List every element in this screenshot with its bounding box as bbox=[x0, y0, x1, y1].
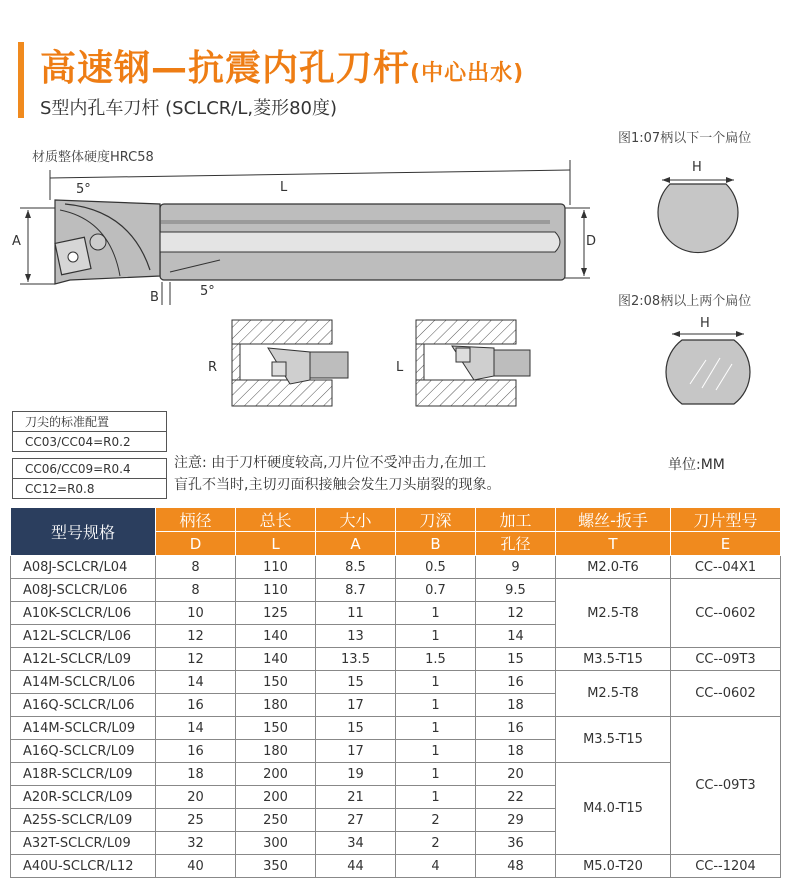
cell-B: 1 bbox=[396, 602, 476, 625]
title-accent-bar bbox=[18, 42, 24, 118]
cell-A: 13 bbox=[316, 625, 396, 648]
hand-label-L: L bbox=[396, 360, 404, 375]
cell-B: 0.7 bbox=[396, 579, 476, 602]
cell-L: 180 bbox=[236, 740, 316, 763]
cell-A: 8.5 bbox=[316, 556, 396, 579]
cell-A: 19 bbox=[316, 763, 396, 786]
cell-screw: M3.5-T15 bbox=[556, 717, 671, 763]
angle-top-label: 5° bbox=[76, 182, 91, 197]
cell-L: 110 bbox=[236, 579, 316, 602]
spec-table bbox=[10, 507, 781, 878]
table-row bbox=[11, 763, 781, 786]
cell-L: 180 bbox=[236, 694, 316, 717]
cell-model: A20R-SCLCR/L09 bbox=[11, 786, 156, 809]
cell-B: 1 bbox=[396, 717, 476, 740]
cell-model: A08J-SCLCR/L04 bbox=[11, 556, 156, 579]
cell-insert: CC--04X1 bbox=[671, 556, 781, 579]
col-subheader: T bbox=[556, 532, 671, 556]
cell-A: 21 bbox=[316, 786, 396, 809]
cell-hole: 22 bbox=[476, 786, 556, 809]
cell-B: 2 bbox=[396, 832, 476, 855]
config-row: CC06/CC09=R0.4 bbox=[12, 458, 167, 479]
cell-B: 2 bbox=[396, 809, 476, 832]
dim-label-A: A bbox=[12, 234, 21, 249]
unit-label: 单位:MM bbox=[668, 457, 725, 473]
fig1-label-H: H bbox=[692, 160, 702, 175]
cell-insert: CC--1204 bbox=[671, 855, 781, 878]
cell-D: 12 bbox=[156, 625, 236, 648]
material-note: 材质整体硬度HRC58 bbox=[32, 150, 154, 165]
cell-hole: 18 bbox=[476, 740, 556, 763]
config-title: 刀尖的标准配置 bbox=[12, 411, 167, 432]
fig2-cross-section bbox=[660, 324, 756, 414]
cell-model: A14M-SCLCR/L06 bbox=[11, 671, 156, 694]
cell-screw: M2.5-T8 bbox=[556, 579, 671, 648]
cell-screw: M5.0-T20 bbox=[556, 855, 671, 878]
cell-hole: 14 bbox=[476, 625, 556, 648]
cell-hole: 9.5 bbox=[476, 579, 556, 602]
cell-D: 32 bbox=[156, 832, 236, 855]
cell-L: 200 bbox=[236, 763, 316, 786]
dim-label-L: L bbox=[280, 180, 288, 195]
cell-D: 16 bbox=[156, 694, 236, 717]
cell-D: 18 bbox=[156, 763, 236, 786]
col-header: 刀片型号 bbox=[671, 508, 781, 532]
cell-model: A14M-SCLCR/L09 bbox=[11, 717, 156, 740]
cell-model: A16Q-SCLCR/L06 bbox=[11, 694, 156, 717]
cell-D: 25 bbox=[156, 809, 236, 832]
fig1-cross-section bbox=[650, 170, 746, 270]
left-hand-view bbox=[414, 318, 534, 410]
col-header-model: 型号规格 bbox=[11, 508, 156, 556]
fig2-caption: 图2:08柄以上两个扁位 bbox=[618, 294, 752, 309]
cell-B: 1 bbox=[396, 763, 476, 786]
config-row: CC12=R0.8 bbox=[12, 478, 167, 499]
hand-label-R: R bbox=[208, 360, 218, 375]
fig1-caption: 图1:07柄以下一个扁位 bbox=[618, 131, 752, 146]
cell-B: 1 bbox=[396, 671, 476, 694]
cell-insert: CC--09T3 bbox=[671, 648, 781, 671]
table-row bbox=[11, 855, 781, 878]
cell-B: 4 bbox=[396, 855, 476, 878]
cell-D: 14 bbox=[156, 671, 236, 694]
cell-A: 15 bbox=[316, 671, 396, 694]
title-text: 高速钢—抗震内孔刀杆 bbox=[40, 48, 411, 89]
col-subheader: 孔径 bbox=[476, 532, 556, 556]
cell-screw: M2.5-T8 bbox=[556, 671, 671, 717]
cell-D: 14 bbox=[156, 717, 236, 740]
cell-A: 17 bbox=[316, 740, 396, 763]
cell-L: 125 bbox=[236, 602, 316, 625]
cell-screw: M3.5-T15 bbox=[556, 648, 671, 671]
cell-model: A40U-SCLCR/L12 bbox=[11, 855, 156, 878]
cell-hole: 48 bbox=[476, 855, 556, 878]
cell-insert: CC--09T3 bbox=[671, 717, 781, 855]
col-header: 柄径 bbox=[156, 508, 236, 532]
cell-A: 15 bbox=[316, 717, 396, 740]
cell-A: 13.5 bbox=[316, 648, 396, 671]
cell-B: 1 bbox=[396, 694, 476, 717]
tool-drawing bbox=[10, 160, 610, 310]
cell-model: A18R-SCLCR/L09 bbox=[11, 763, 156, 786]
col-subheader: E bbox=[671, 532, 781, 556]
col-header: 大小 bbox=[316, 508, 396, 532]
cell-model: A12L-SCLCR/L06 bbox=[11, 625, 156, 648]
col-header: 螺丝-扳手 bbox=[556, 508, 671, 532]
cell-B: 0.5 bbox=[396, 556, 476, 579]
cell-screw: M2.0-T6 bbox=[556, 556, 671, 579]
cell-model: A12L-SCLCR/L09 bbox=[11, 648, 156, 671]
cell-D: 16 bbox=[156, 740, 236, 763]
cell-B: 1 bbox=[396, 786, 476, 809]
cell-L: 300 bbox=[236, 832, 316, 855]
table-row bbox=[11, 648, 781, 671]
cell-hole: 16 bbox=[476, 671, 556, 694]
angle-bottom-label: 5° bbox=[200, 284, 215, 299]
cell-hole: 12 bbox=[476, 602, 556, 625]
cell-hole: 20 bbox=[476, 763, 556, 786]
cell-A: 44 bbox=[316, 855, 396, 878]
cell-L: 140 bbox=[236, 648, 316, 671]
cell-screw: M4.0-T15 bbox=[556, 763, 671, 855]
cell-L: 150 bbox=[236, 671, 316, 694]
cell-hole: 29 bbox=[476, 809, 556, 832]
cell-L: 200 bbox=[236, 786, 316, 809]
cell-A: 17 bbox=[316, 694, 396, 717]
table-row bbox=[11, 717, 781, 740]
cell-L: 350 bbox=[236, 855, 316, 878]
cell-B: 1 bbox=[396, 625, 476, 648]
fig2-label-H: H bbox=[700, 316, 710, 331]
cell-model: A08J-SCLCR/L06 bbox=[11, 579, 156, 602]
cell-A: 34 bbox=[316, 832, 396, 855]
table-row bbox=[11, 579, 781, 602]
table-row bbox=[11, 556, 781, 579]
table-row bbox=[11, 671, 781, 694]
col-subheader: A bbox=[316, 532, 396, 556]
cell-insert: CC--0602 bbox=[671, 671, 781, 717]
cell-model: A16Q-SCLCR/L09 bbox=[11, 740, 156, 763]
config-row: CC03/CC04=R0.2 bbox=[12, 431, 167, 452]
cell-L: 110 bbox=[236, 556, 316, 579]
cell-hole: 18 bbox=[476, 694, 556, 717]
cell-D: 12 bbox=[156, 648, 236, 671]
note-line-1: 注意: 由于刀杆硬度较高,刀片位不受冲击力,在加工 bbox=[174, 455, 487, 471]
page-subtitle: S型内孔车刀杆 (SCLCR/L,菱形80度) bbox=[40, 98, 338, 119]
right-hand-view bbox=[230, 318, 350, 410]
note-line-2: 盲孔不当时,主切刃面积接触会发生刀头崩裂的现象。 bbox=[174, 477, 501, 493]
cell-model: A25S-SCLCR/L09 bbox=[11, 809, 156, 832]
cell-A: 8.7 bbox=[316, 579, 396, 602]
cell-insert: CC--0602 bbox=[671, 579, 781, 648]
col-subheader: L bbox=[236, 532, 316, 556]
title-suffix: (中心出水) bbox=[410, 61, 525, 86]
col-subheader: D bbox=[156, 532, 236, 556]
page-title bbox=[40, 40, 524, 91]
col-subheader: B bbox=[396, 532, 476, 556]
cell-B: 1.5 bbox=[396, 648, 476, 671]
col-header: 刀深 bbox=[396, 508, 476, 532]
cell-A: 27 bbox=[316, 809, 396, 832]
cell-hole: 15 bbox=[476, 648, 556, 671]
col-header: 加工 bbox=[476, 508, 556, 532]
cell-L: 140 bbox=[236, 625, 316, 648]
cell-L: 150 bbox=[236, 717, 316, 740]
cell-D: 10 bbox=[156, 602, 236, 625]
dim-label-D: D bbox=[586, 234, 597, 249]
cell-L: 250 bbox=[236, 809, 316, 832]
cell-D: 8 bbox=[156, 556, 236, 579]
cell-model: A32T-SCLCR/L09 bbox=[11, 832, 156, 855]
cell-hole: 16 bbox=[476, 717, 556, 740]
cell-hole: 36 bbox=[476, 832, 556, 855]
cell-model: A10K-SCLCR/L06 bbox=[11, 602, 156, 625]
warning-note bbox=[174, 452, 574, 496]
cell-D: 40 bbox=[156, 855, 236, 878]
cell-hole: 9 bbox=[476, 556, 556, 579]
cell-D: 8 bbox=[156, 579, 236, 602]
cell-A: 11 bbox=[316, 602, 396, 625]
tip-standard-config bbox=[12, 412, 167, 499]
cell-B: 1 bbox=[396, 740, 476, 763]
dim-label-B: B bbox=[150, 290, 159, 305]
col-header: 总长 bbox=[236, 508, 316, 532]
cell-D: 20 bbox=[156, 786, 236, 809]
